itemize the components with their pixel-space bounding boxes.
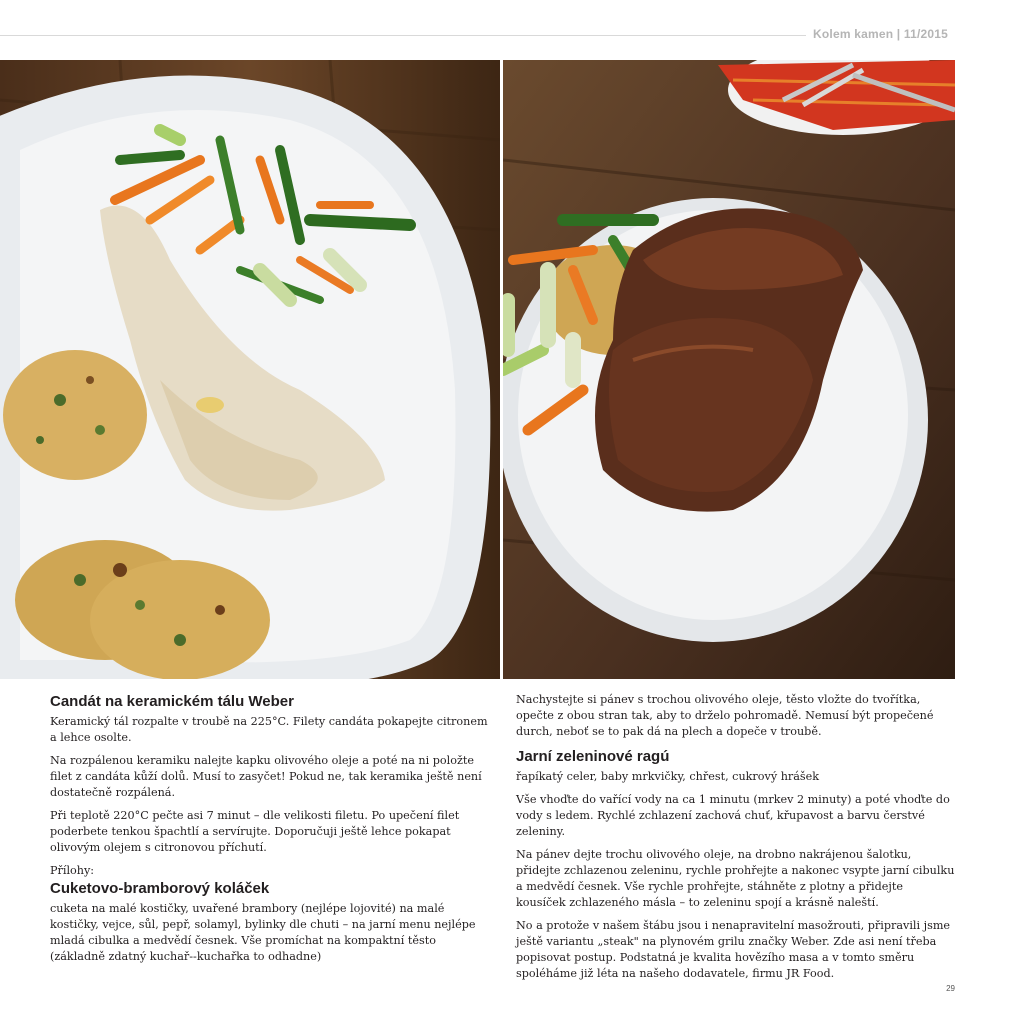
left-text-column	[50, 692, 490, 972]
running-head: Kolem kamen | 11/2015	[813, 27, 948, 41]
recipe-title-zander: Candát na keramickém tálu Weber	[50, 693, 294, 710]
ingredients-line: řapíkatý celer, baby mrkvičky, chřest, cukrový hrášek	[516, 770, 820, 783]
photo-steak	[503, 60, 955, 679]
paragraph: Na pánev dejte trochu olivového oleje, na drobno nakrájenou šalotku, přidejte zchlazenou zeleninu, rychle prohřejte a nakonec vsypte jarní cibulku a medvědí česnek. Vše rychle prohřejte, stáhněte z plotny a přidejte kousíček zchlazeného másla – to zeleninu spojí a krásně naleští.	[516, 848, 955, 909]
page-number: 29	[946, 984, 955, 993]
photo-zander-fillet	[0, 60, 500, 679]
recipe-subtitle-fritter: Cuketovo-bramborový koláček	[50, 880, 270, 897]
paragraph: No a protože v našem štábu jsou i nenapravitelní masožrouti, připravili jsme ještě variantu „steak" na plynovém grilu značky Weber. Zde asi není třeba popisovat postup. Podstatná je kvalita hovězího masa a v tomto směru spoléháme již léta na našeho dodavatele, firmu JR Food.	[516, 919, 951, 980]
sides-label: Přílohy:	[50, 864, 95, 877]
paragraph: Nachystejte si pánev s trochou olivového oleje, těsto vložte do tvořítka, opečte z obou stran tak, aby to drželo pohromadě. Nemusí být propečené durch, neboť se to pak dá na plech a dopeče v troubě.	[516, 693, 934, 738]
paragraph: Vše vhoďte do vařící vody na ca 1 minutu (mrkev 2 minuty) a poté vhoďte do vody s ledem. Rychlé zchlazení zachová chuť, křupavost a barvu čerstvé zeleniny.	[516, 793, 950, 838]
paragraph: cuketa na malé kostičky, uvařené brambory (nejlépe lojovité) na malé kostičky, vejce, sůl, pepř, solamyl, bylinky dle chuti – na jarní menu nejlépe mladá cibulka a medvědí česnek. Vše promíchat na kompaktní těsto (základně zdatný kuchař--kuchařka to odhadne)	[50, 902, 476, 963]
header-rule	[0, 35, 806, 36]
right-text-column	[516, 692, 956, 989]
recipe-title-ragout: Jarní zeleninové ragú	[516, 748, 670, 765]
paragraph: Na rozpálenou keramiku nalejte kapku olivového oleje a poté na ni položte filet z candáta kůží dolů. Musí to zasyčet! Pokud ne, tak keramika ještě není dostatečně rozpálená.	[50, 754, 482, 799]
paragraph: Keramický tál rozpalte v troubě na 225°C. Filety candáta pokapejte citronem a lehce osolte.	[50, 715, 488, 744]
paragraph: Při teplotě 220°C pečte asi 7 minut – dle velikosti filetu. Po upečení filet poderbete tenkou špachtlí a servírujte. Doporučuji ještě lehce pokapat olivovým olejem s citronovou příchutí.	[50, 809, 460, 854]
